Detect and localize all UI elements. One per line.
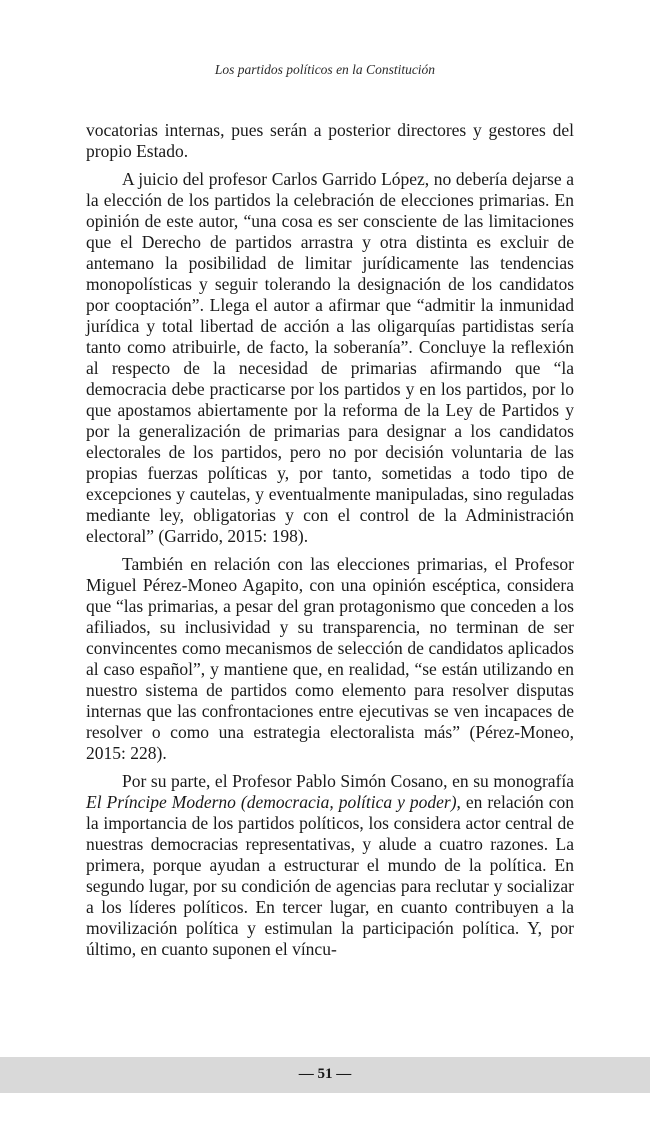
paragraph-simon-cosano [86, 771, 574, 960]
paragraph-garrido: A juicio del profesor Carlos Garrido López, no debería dejarse a la elección de los partidos la celebración de elecciones primarias. En opinión de este autor, “una cosa es ser consciente de las limitaciones que el Derecho de partidos arrastra y otra distinta es excluir de antemano la posibilidad de limitar jurídicamente las tendencias monopolísticas y seguir tolerando la designación de los candidatos por cooptación”. Llega el autor a afirmar que “admitir la inmunidad jurídica y total libertad de acción a las oligarquías partidistas sería tanto como atribuirle, de facto, la soberanía”. Concluye la reflexión al respecto de la necesidad de primarias afirmando que “la democracia debe practicarse por los partidos y en los partidos, por lo que apostamos abiertamente por la reforma de la Ley de Partidos y por la generalización de primarias para designar a los candidatos electorales de los partidos, pero no por decisión voluntaria de las propias fuerzas políticas y, por tanto, sometidas a todo tipo de excepciones y cautelas, y eventualmente manipuladas, sino reguladas mediante ley, obligatorias y con el control de la Administración electoral” (Garrido, 2015: 198). [86, 169, 574, 546]
paragraph-continuation: vocatorias internas, pues serán a posterior directores y gestores del propio Estado. [86, 120, 574, 161]
running-header: Los partidos políticos en la Constitución [214, 62, 436, 77]
paragraph-simon-text-before: Por su parte, el Profesor Pablo Simón Cosano, en su monografía [122, 771, 574, 791]
paragraph-simon-text-after: , en relación con la importancia de los partidos políticos, los considera actor central de nuestras democracias representativas, y alude a cuatro razones. La primera, porque ayudan a estructurar el mundo de la política. En segundo lugar, por su condición de agencias para reclutar y socializar a los líderes políticos. En tercer lugar, en cuanto contribuyen a la movilización política y estimulan la participación política. Y, por último, en cuanto suponen el víncu- [86, 792, 574, 959]
book-title: El Príncipe Moderno (democracia, política y poder) [86, 792, 457, 812]
body-text [86, 120, 574, 967]
page-number: — 51 — [298, 1066, 352, 1082]
paragraph-perez-moneo: También en relación con las elecciones primarias, el Profesor Miguel Pérez-Moneo Agapito, con una opinión escéptica, considera que “las primarias, a pesar del gran protagonismo que conceden a los afiliados, su inclusividad y su transparencia, no terminan de ser convincentes como mecanismos de selección de candidatos aplicados al caso español”, y mantiene que, en realidad, “se están utilizando en nuestro sistema de partidos como elemento para resolver disputas internas que las confrontaciones entre ejecutivas se ven incapaces de resolver o como una estrategia electoralista más” (Pérez-Moneo, 2015: 228). [86, 554, 574, 763]
